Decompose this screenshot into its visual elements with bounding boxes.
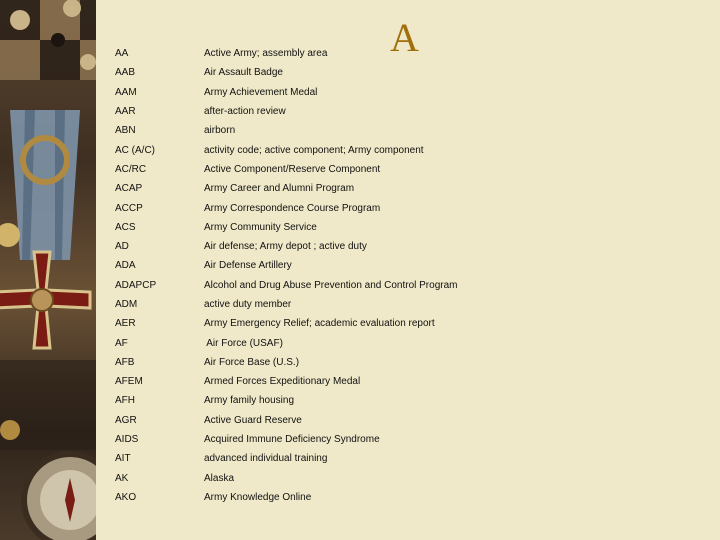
glossary-definition: Air defense; Army depot ; active duty <box>204 241 367 253</box>
glossary-row <box>115 469 695 488</box>
glossary-row <box>115 63 695 82</box>
glossary-row <box>115 44 695 63</box>
glossary-row <box>115 391 695 410</box>
glossary-definition: active duty member <box>204 299 292 310</box>
glossary-term: ADAPCP <box>115 279 157 291</box>
glossary-term: AAM <box>115 86 137 98</box>
glossary-row <box>115 411 695 430</box>
glossary-term: ACCP <box>115 202 143 214</box>
glossary-row <box>115 430 695 449</box>
glossary-row <box>115 276 695 295</box>
glossary-term: AFH <box>115 395 135 407</box>
glossary-definition: Active Component/Reserve Component <box>204 163 381 175</box>
glossary-row <box>115 102 695 121</box>
glossary-definition: Army Community Service <box>204 221 317 233</box>
glossary-definition: airborn <box>204 125 236 137</box>
glossary-definition: Air Defense Artillery <box>204 260 292 272</box>
glossary-definition: activity code; active component; Army component <box>204 144 424 156</box>
glossary-definition: Air Assault Badge <box>204 67 283 79</box>
glossary-term: AIDS <box>115 434 139 446</box>
glossary-definition: Armed Forces Expeditionary Medal <box>204 376 361 388</box>
glossary-row <box>115 488 695 507</box>
glossary-definition: Air Force Base (U.S.) <box>204 356 300 368</box>
glossary-term: AC/RC <box>115 163 147 175</box>
glossary-definition: Active Guard Reserve <box>204 414 302 426</box>
glossary-term: AC (A/C) <box>115 144 155 156</box>
glossary-row <box>115 449 695 468</box>
acronym-glossary <box>115 44 695 507</box>
glossary-term: AER <box>115 318 136 330</box>
decorative-medal-sidebar <box>0 0 96 540</box>
glossary-definition: Acquired Immune Deficiency Syndrome <box>204 434 380 446</box>
glossary-definition: Army Achievement Medal <box>204 86 318 98</box>
glossary-definition: Air Force (USAF) <box>204 337 283 349</box>
glossary-term: AK <box>115 472 129 484</box>
glossary-row <box>115 256 695 275</box>
glossary-term: ADA <box>115 260 136 272</box>
glossary-term: AFEM <box>115 376 143 388</box>
glossary-term: ACAP <box>115 183 143 195</box>
glossary-definition: Army Knowledge Online <box>204 491 312 503</box>
glossary-term: AD <box>115 241 129 253</box>
glossary-definition: Army Career and Alumni Program <box>204 183 355 195</box>
glossary-term: ABN <box>115 125 136 137</box>
glossary-row <box>115 295 695 314</box>
glossary-row <box>115 314 695 333</box>
glossary-row <box>115 198 695 217</box>
glossary-row <box>115 121 695 140</box>
glossary-definition: Alcohol and Drug Abuse Prevention and Control Program <box>204 279 458 291</box>
glossary-term: AAB <box>115 67 136 79</box>
glossary-row <box>115 237 695 256</box>
glossary-term: AFB <box>115 356 135 368</box>
glossary-term: AIT <box>115 453 131 465</box>
glossary-term: AA <box>115 48 129 60</box>
glossary-definition: advanced individual training <box>204 453 328 465</box>
glossary-term: AF <box>115 337 128 349</box>
glossary-term: AGR <box>115 414 137 426</box>
medal-illustration <box>0 0 96 540</box>
glossary-row <box>115 218 695 237</box>
glossary-definition: Alaska <box>204 472 235 484</box>
glossary-definition: after-action review <box>204 106 286 118</box>
glossary-term: ACS <box>115 221 136 233</box>
glossary-term: AAR <box>115 106 136 118</box>
glossary-definition: Army Emergency Relief; academic evaluation report <box>204 318 435 330</box>
glossary-row <box>115 140 695 159</box>
section-letter: A <box>390 15 419 60</box>
glossary-term: AKO <box>115 491 137 503</box>
glossary-term: ADM <box>115 299 138 310</box>
glossary-row <box>115 160 695 179</box>
glossary-row <box>115 333 695 352</box>
glossary-row <box>115 372 695 391</box>
glossary-row <box>115 83 695 102</box>
glossary-definition: Army Correspondence Course Program <box>204 202 381 214</box>
glossary-row <box>115 179 695 198</box>
glossary-row <box>115 353 695 372</box>
glossary-definition: Army family housing <box>204 395 295 407</box>
glossary-definition: Active Army; assembly area <box>204 48 328 60</box>
